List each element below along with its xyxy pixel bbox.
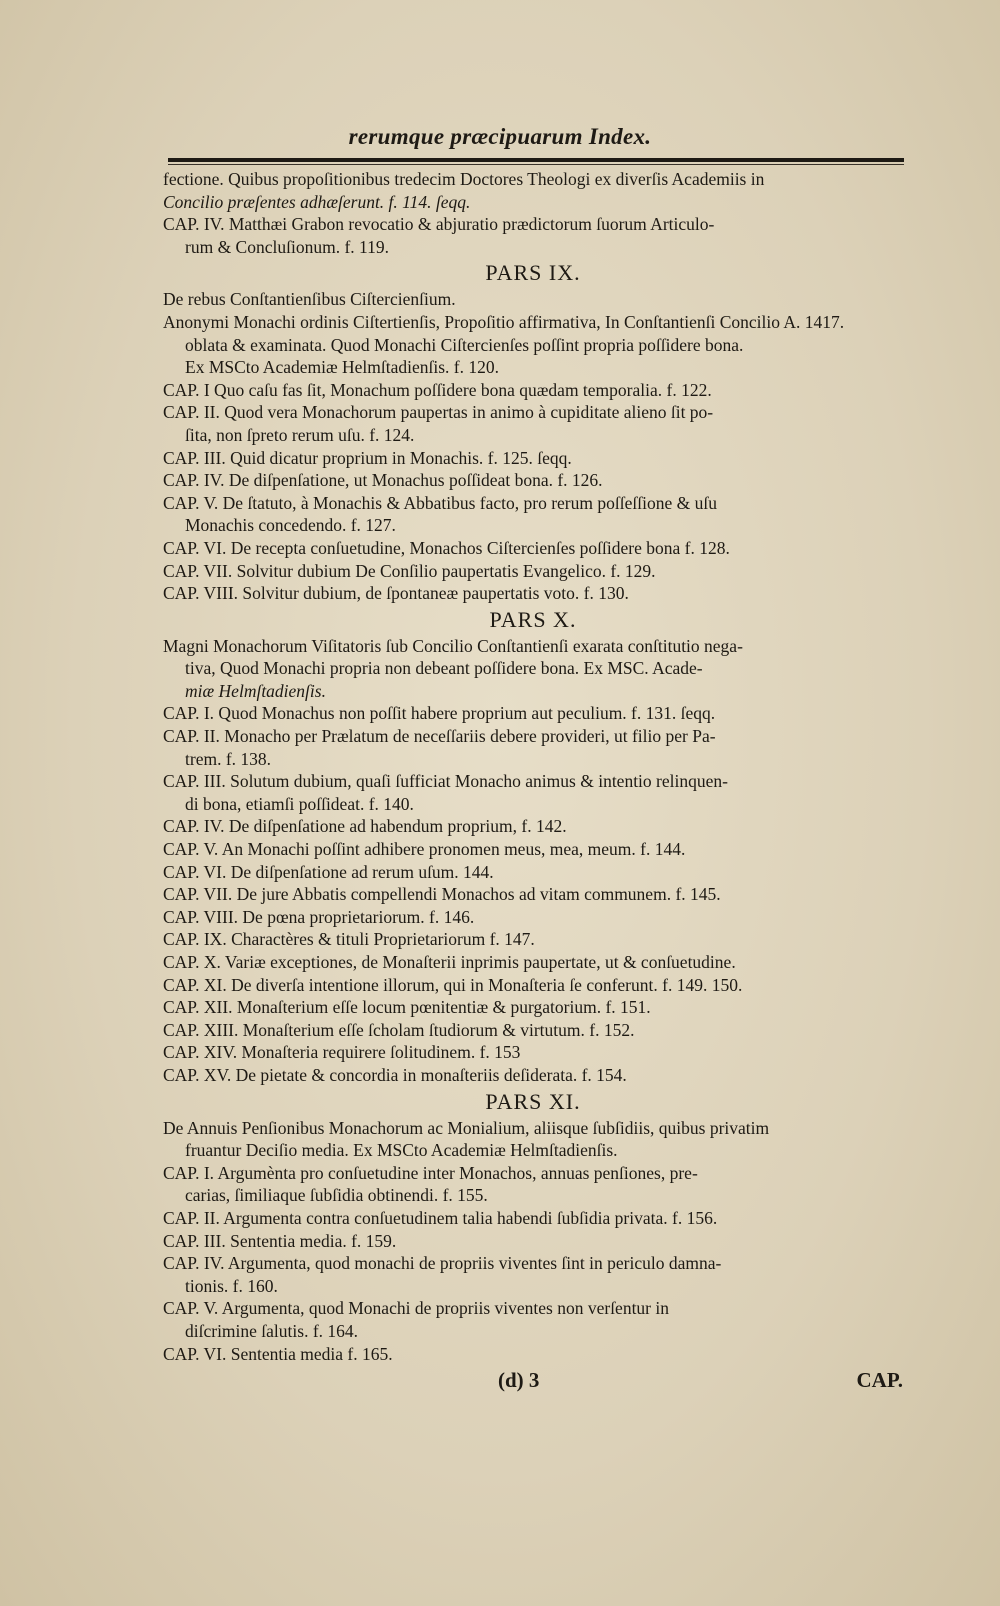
index-line: CAP. I. Quod Monachus non poſſit habere proprium aut peculium. f. 131. ſeqq. — [163, 703, 716, 724]
index-line: CAP. III. Sententia media. f. 159. — [163, 1230, 397, 1251]
index-line: Monachis concedendo. f. 127. — [185, 515, 396, 536]
index-line: CAP. I Quo caſu fas ſit, Monachum poſſidere bona quædam temporalia. f. 122. — [163, 379, 712, 400]
index-text — [163, 168, 903, 1365]
section-heading: PARS XI. — [485, 1088, 581, 1114]
index-line: CAP. XV. De pietate & concordia in monaſteriis deſiderata. f. 154. — [163, 1064, 627, 1085]
index-line: CAP. XI. De diverſa intentione illorum, qui in Monaſteria ſe conferunt. f. 149. 150. — [163, 974, 743, 995]
index-line: CAP. V. Argumenta, quod Monachi de propriis viventes non verſentur in — [163, 1298, 669, 1319]
index-line: di bona, etiamſi poſſideat. f. 140. — [185, 793, 414, 814]
index-line: CAP. VI. Sententia media f. 165. — [163, 1343, 393, 1364]
index-line: miæ Helmſtadienſis. — [185, 680, 326, 701]
index-line: Concilio præſentes adhæſerunt. f. 114. ſeqq. — [163, 191, 471, 212]
index-line: trem. f. 138. — [185, 748, 272, 769]
index-line: Anonymi Monachi ordinis Ciſtertienſis, Propoſitio affirmativa, In Conſtantienſi Concilio A. 1417. — [163, 311, 845, 332]
index-line: ſita, non ſpreto rerum uſu. f. 124. — [185, 424, 415, 445]
index-line: CAP. VIII. Solvitur dubium, de ſpontaneæ paupertatis voto. f. 130. — [163, 583, 629, 604]
index-line: CAP. VII. Solvitur dubium De Conſilio paupertatis Evangelico. f. 129. — [163, 560, 656, 581]
page-footer — [163, 1368, 903, 1398]
index-line: oblata & examinata. Quod Monachi Ciſtercienſes poſſint propria poſſidere bona. — [185, 334, 744, 355]
index-line: CAP. II. Quod vera Monachorum paupertas in animo à cupiditate alieno ſit po- — [163, 402, 714, 423]
index-line: CAP. IX. Charactères & tituli Proprietariorum f. 147. — [163, 929, 535, 950]
index-line: carias, ſimiliaque ſubſidia obtinendi. f. 155. — [185, 1185, 488, 1206]
index-line: Magni Monachorum Viſitatoris ſub Concilio Conſtantienſi exarata conſtitutio nega- — [163, 635, 743, 656]
index-line: Ex MSCto Academiæ Helmſtadienſis. f. 120. — [185, 357, 500, 378]
index-line: De rebus Conſtantienſibus Ciſtercienſium. — [163, 289, 456, 310]
index-line: De Annuis Penſionibus Monachorum ac Monialium, aliisque ſubſidiis, quibus privatim — [163, 1117, 770, 1138]
index-line: CAP. V. An Monachi poſſint adhibere pronomen meus, mea, meum. f. 144. — [163, 839, 686, 860]
running-head: rerumque præcipuarum Index. — [348, 124, 652, 149]
index-line: fectione. Quibus propoſitionibus tredecim Doctores Theologi ex diverſis Academiis in — [163, 169, 765, 189]
index-line: CAP. VI. De recepta conſuetudine, Monachos Ciſtercienſes poſſidere bona f. 128. — [163, 537, 730, 558]
catchword: CAP. — [856, 1368, 903, 1392]
index-line: tionis. f. 160. — [185, 1275, 278, 1296]
index-line: CAP. II. Monacho per Prælatum de neceſſariis debere provideri, ut filio per Pa- — [163, 726, 716, 747]
index-line: diſcrimine ſalutis. f. 164. — [185, 1320, 359, 1341]
signature-mark: (d) 3 — [498, 1368, 540, 1392]
index-line: CAP. V. De ſtatuto, à Monachis & Abbatibus facto, pro rerum poſſeſſione & uſu — [163, 492, 717, 513]
index-line: CAP. IV. De diſpenſatione ad habendum proprium, f. 142. — [163, 816, 567, 837]
index-line: CAP. IV. De diſpenſatione, ut Monachus poſſideat bona. f. 126. — [163, 470, 603, 491]
index-line: CAP. I. Argumènta pro conſuetudine inter Monachos, annuas penſiones, pre- — [163, 1162, 698, 1183]
index-line: CAP. VIII. De pœna proprietariorum. f. 146. — [163, 906, 475, 927]
index-line: CAP. XIV. Monaſteria requirere ſolitudinem. f. 153 — [163, 1042, 521, 1063]
index-line: CAP. XII. Monaſterium eſſe locum pœnitentiæ & purgatorium. f. 151. — [163, 997, 651, 1018]
section-heading: PARS IX. — [485, 260, 581, 286]
index-line: CAP. III. Quid dicatur proprium in Monachis. f. 125. ſeqq. — [163, 447, 572, 468]
index-line: fruantur Deciſio media. Ex MSCto Academiæ Helmſtadienſis. — [185, 1140, 618, 1161]
index-line: CAP. XIII. Monaſterium eſſe ſcholam ſtudiorum & virtutum. f. 152. — [163, 1019, 635, 1040]
index-line: CAP. II. Argumenta contra conſuetudinem talia habendi ſubſidia privata. f. 156. — [163, 1207, 718, 1228]
index-line: rum & Concluſionum. f. 119. — [185, 236, 389, 257]
index-line: tiva, Quod Monachi propria non debeant poſſidere bona. Ex MSC. Acade- — [185, 658, 703, 679]
header-rule — [168, 158, 904, 162]
section-heading: PARS X. — [489, 606, 577, 632]
index-line: CAP. IV. Matthæi Grabon revocatio & abjuratio prædictorum ſuorum Articulo- — [163, 214, 715, 235]
index-line: CAP. IV. Argumenta, quod monachi de propriis viventes ſint in periculo damna- — [163, 1253, 722, 1274]
index-line: CAP. VI. De diſpenſatione ad rerum uſum. 144. — [163, 861, 494, 882]
header-rule-thin — [168, 164, 904, 165]
index-line: CAP. III. Solutum dubium, quaſi ſufficiat Monacho animus & intentio relinquen- — [163, 771, 728, 792]
index-line: CAP. VII. De jure Abbatis compellendi Monachos ad vitam communem. f. 145. — [163, 884, 721, 905]
index-line: CAP. X. Variæ exceptiones, de Monaſterii inprimis paupertate, ut & conſuetudine. — [163, 952, 736, 972]
